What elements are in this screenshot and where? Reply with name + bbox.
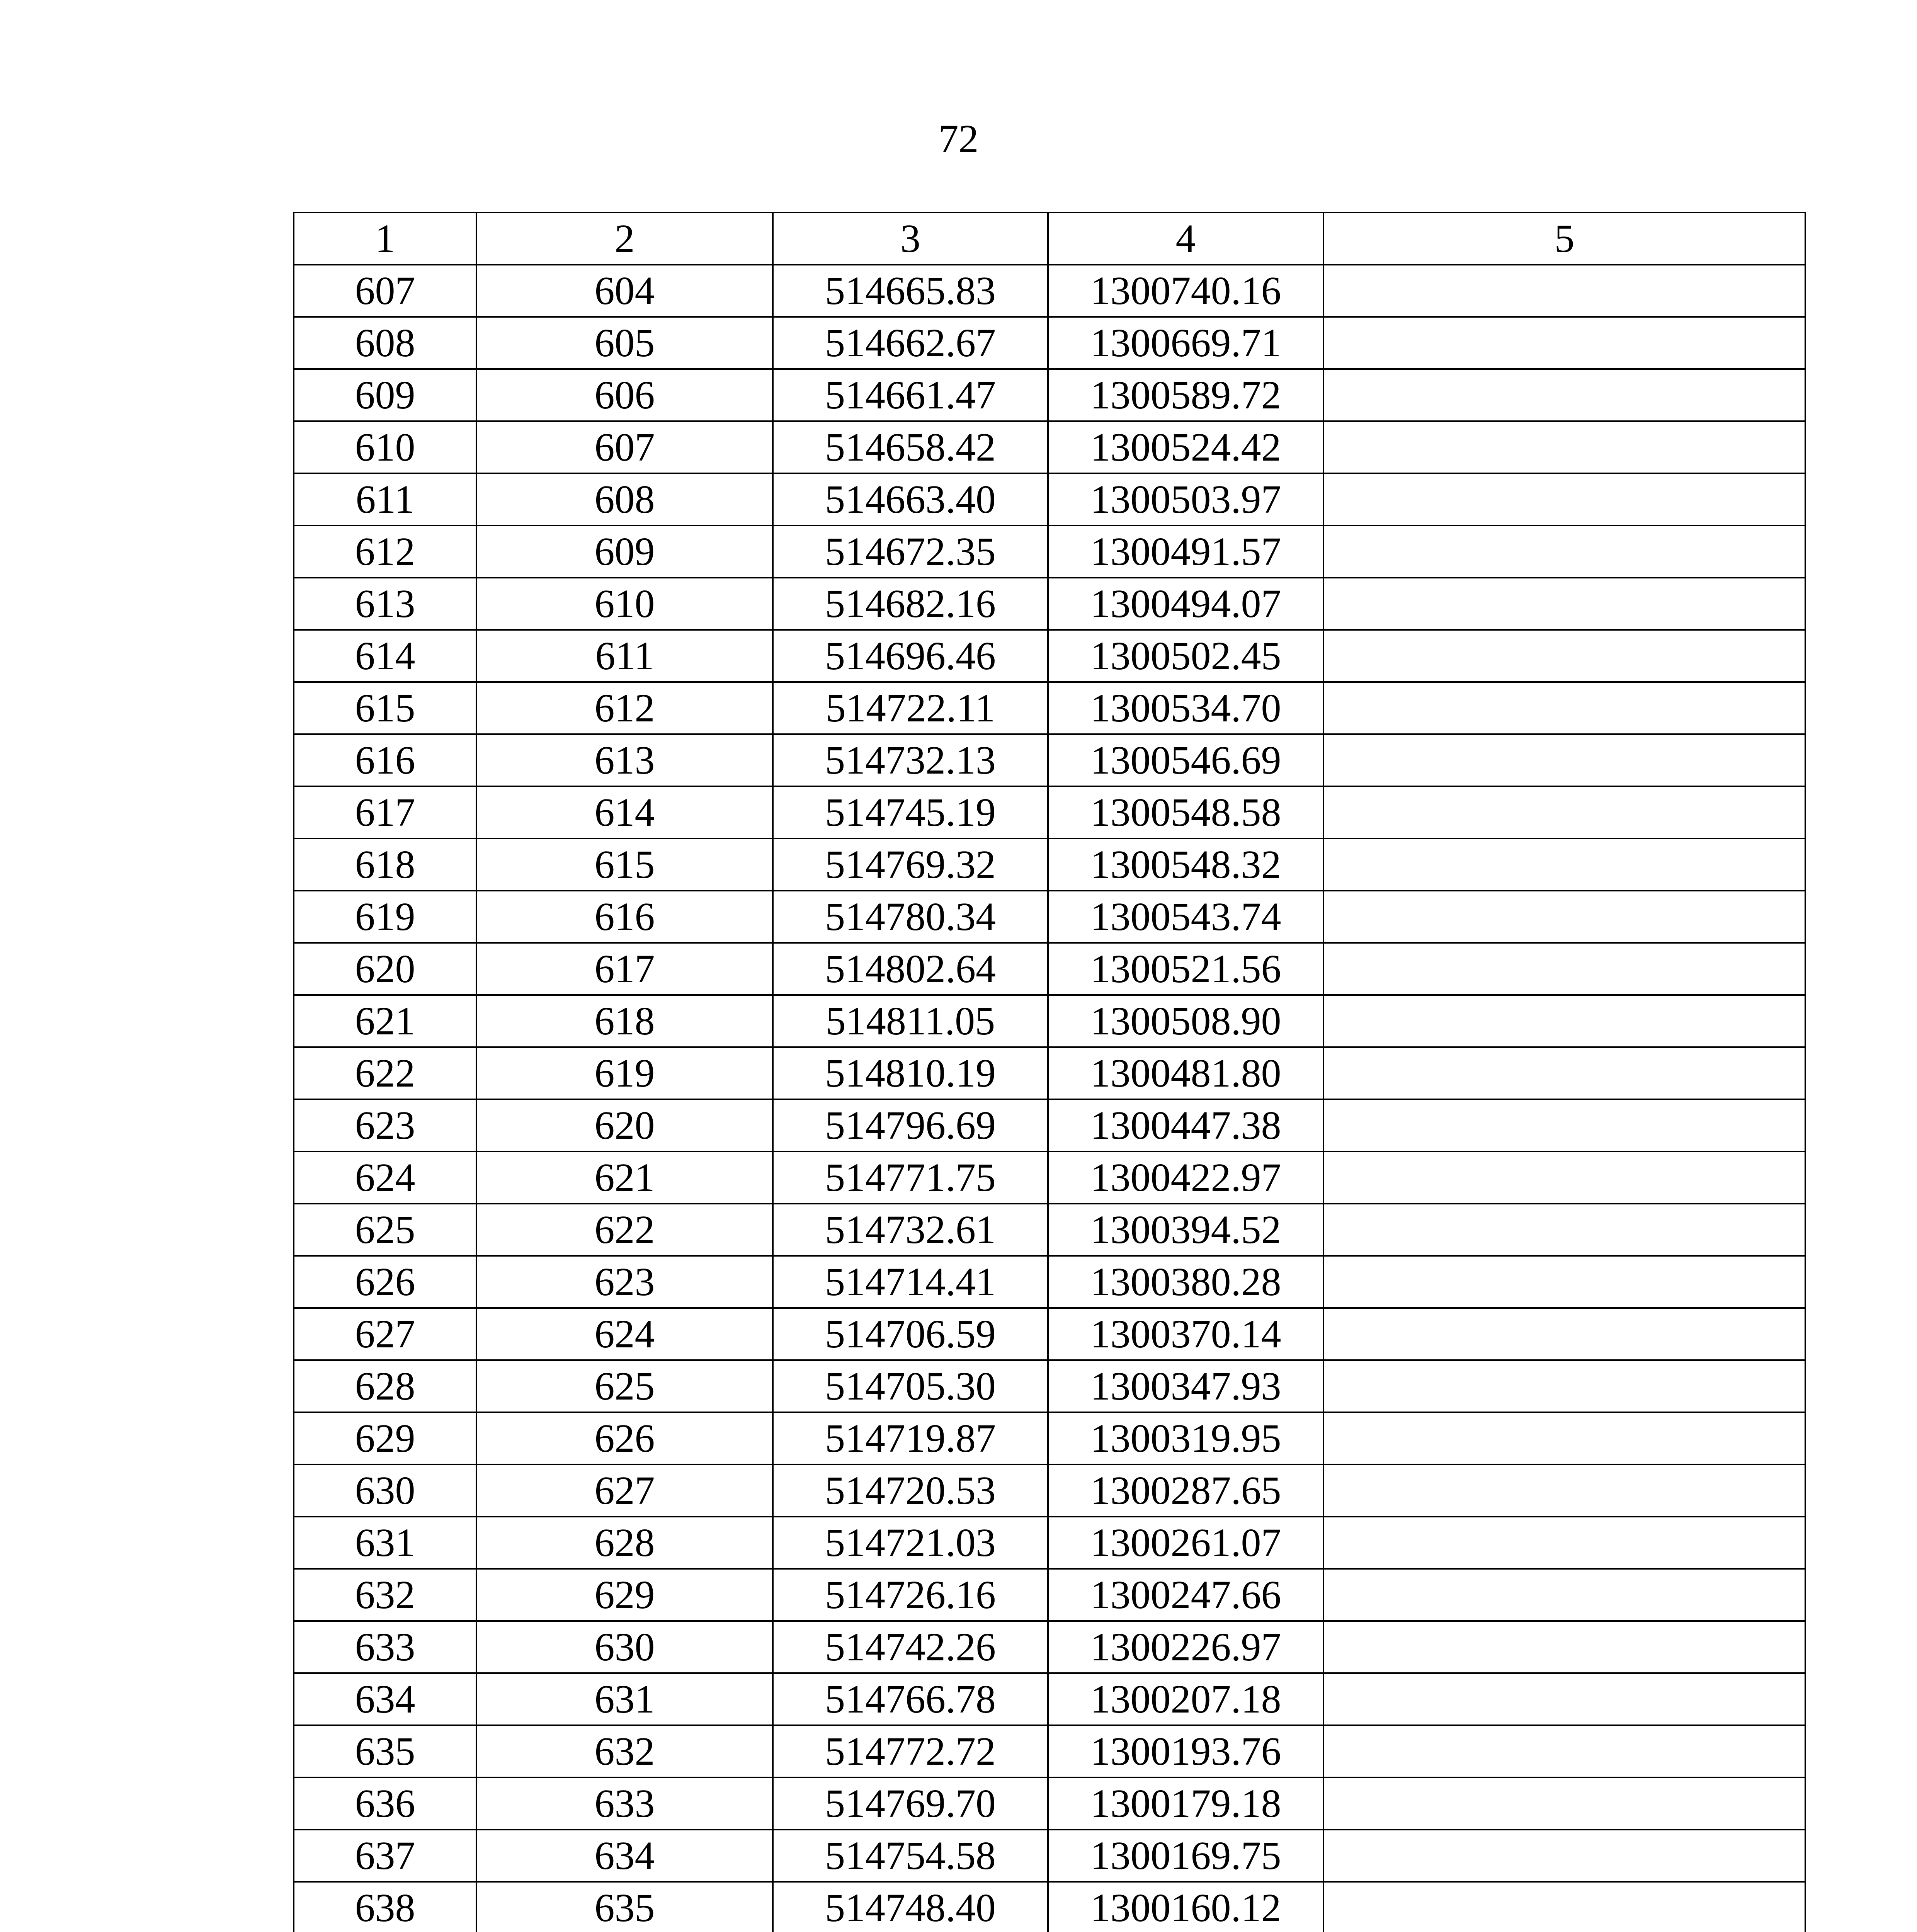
table-cell-coordinate-x: 514726.16 — [773, 1569, 1048, 1621]
table-cell-note — [1323, 682, 1805, 734]
table-cell-coordinate-x: 514769.32 — [773, 838, 1048, 891]
table-cell-coordinate-y: 1300319.95 — [1048, 1412, 1323, 1464]
column-header: 5 — [1323, 213, 1805, 265]
table-cell-boundary-point: 606 — [476, 369, 773, 421]
table-cell-coordinate-y: 1300160.12 — [1048, 1882, 1323, 1932]
table-cell-point-number: 638 — [294, 1882, 476, 1932]
table-cell-point-number: 632 — [294, 1569, 476, 1621]
table-cell-coordinate-x: 514661.47 — [773, 369, 1048, 421]
table-cell-boundary-point: 628 — [476, 1517, 773, 1569]
table-cell-coordinate-y: 1300422.97 — [1048, 1151, 1323, 1204]
table-cell-coordinate-y: 1300207.18 — [1048, 1673, 1323, 1725]
table-cell-boundary-point: 605 — [476, 317, 773, 369]
table-cell-point-number: 626 — [294, 1256, 476, 1308]
table-cell-boundary-point: 632 — [476, 1725, 773, 1777]
table-row — [294, 1621, 1805, 1673]
column-header: 1 — [294, 213, 476, 265]
table-cell-boundary-point: 611 — [476, 630, 773, 682]
table-cell-coordinate-y: 1300502.45 — [1048, 630, 1323, 682]
column-header: 3 — [773, 213, 1048, 265]
table-cell-point-number: 618 — [294, 838, 476, 891]
table-row — [294, 1673, 1805, 1725]
table-row — [294, 838, 1805, 891]
table-cell-coordinate-x: 514714.41 — [773, 1256, 1048, 1308]
table-cell-coordinate-x: 514745.19 — [773, 786, 1048, 838]
table-cell-point-number: 612 — [294, 526, 476, 578]
table-cell-boundary-point: 604 — [476, 265, 773, 317]
table-cell-note — [1323, 838, 1805, 891]
table-row — [294, 1099, 1805, 1151]
table-cell-coordinate-x: 514721.03 — [773, 1517, 1048, 1569]
table-row — [294, 1256, 1805, 1308]
column-header: 4 — [1048, 213, 1323, 265]
table-cell-note — [1323, 578, 1805, 630]
table-cell-coordinate-y: 1300370.14 — [1048, 1308, 1323, 1360]
table-cell-boundary-point: 631 — [476, 1673, 773, 1725]
table-cell-point-number: 622 — [294, 1047, 476, 1099]
coordinates-table — [293, 212, 1806, 1932]
table-cell-note — [1323, 1256, 1805, 1308]
table-cell-boundary-point: 626 — [476, 1412, 773, 1464]
table-cell-point-number: 633 — [294, 1621, 476, 1673]
table-cell-boundary-point: 607 — [476, 421, 773, 473]
table-cell-boundary-point: 623 — [476, 1256, 773, 1308]
column-header: 2 — [476, 213, 773, 265]
table-row — [294, 995, 1805, 1047]
table-cell-point-number: 637 — [294, 1830, 476, 1882]
table-row — [294, 682, 1805, 734]
table-row — [294, 630, 1805, 682]
table-cell-note — [1323, 526, 1805, 578]
table-cell-point-number: 616 — [294, 734, 476, 786]
table-row — [294, 1360, 1805, 1412]
table-cell-boundary-point: 627 — [476, 1464, 773, 1517]
table-cell-note — [1323, 265, 1805, 317]
table-cell-coordinate-y: 1300534.70 — [1048, 682, 1323, 734]
table-cell-coordinate-x: 514732.13 — [773, 734, 1048, 786]
table-cell-boundary-point: 610 — [476, 578, 773, 630]
table-cell-note — [1323, 1517, 1805, 1569]
table-cell-coordinate-y: 1300543.74 — [1048, 891, 1323, 943]
table-cell-note — [1323, 1569, 1805, 1621]
table-cell-note — [1323, 1047, 1805, 1099]
table-row — [294, 1464, 1805, 1517]
table-cell-note — [1323, 1725, 1805, 1777]
table-cell-boundary-point: 613 — [476, 734, 773, 786]
table-cell-point-number: 636 — [294, 1777, 476, 1830]
table-cell-coordinate-x: 514732.61 — [773, 1204, 1048, 1256]
table-cell-coordinate-x: 514665.83 — [773, 265, 1048, 317]
table-cell-point-number: 610 — [294, 421, 476, 473]
table-cell-note — [1323, 1412, 1805, 1464]
table-cell-boundary-point: 618 — [476, 995, 773, 1047]
table-cell-boundary-point: 616 — [476, 891, 773, 943]
table-cell-coordinate-y: 1300347.93 — [1048, 1360, 1323, 1412]
table-row — [294, 1882, 1805, 1932]
table-cell-note — [1323, 1308, 1805, 1360]
table-cell-note — [1323, 1621, 1805, 1673]
table-cell-coordinate-y: 1300589.72 — [1048, 369, 1323, 421]
table-cell-point-number: 635 — [294, 1725, 476, 1777]
table-cell-boundary-point: 608 — [476, 473, 773, 526]
table-cell-point-number: 607 — [294, 265, 476, 317]
table-cell-note — [1323, 786, 1805, 838]
table-row — [294, 891, 1805, 943]
table-cell-coordinate-x: 514663.40 — [773, 473, 1048, 526]
table-row — [294, 786, 1805, 838]
table-cell-coordinate-y: 1300524.42 — [1048, 421, 1323, 473]
table-cell-coordinate-y: 1300548.58 — [1048, 786, 1323, 838]
table-cell-note — [1323, 891, 1805, 943]
table-cell-coordinate-x: 514658.42 — [773, 421, 1048, 473]
table-cell-coordinate-x: 514719.87 — [773, 1412, 1048, 1464]
table-body — [294, 213, 1805, 1932]
table-cell-coordinate-y: 1300546.69 — [1048, 734, 1323, 786]
table-cell-coordinate-y: 1300447.38 — [1048, 1099, 1323, 1151]
table-cell-coordinate-x: 514720.53 — [773, 1464, 1048, 1517]
table-row — [294, 421, 1805, 473]
table-cell-coordinate-x: 514706.59 — [773, 1308, 1048, 1360]
table-cell-point-number: 629 — [294, 1412, 476, 1464]
table-row — [294, 578, 1805, 630]
table-cell-note — [1323, 421, 1805, 473]
table-cell-note — [1323, 630, 1805, 682]
table-cell-point-number: 617 — [294, 786, 476, 838]
table-cell-point-number: 619 — [294, 891, 476, 943]
table-cell-coordinate-y: 1300226.97 — [1048, 1621, 1323, 1673]
table-cell-note — [1323, 1830, 1805, 1882]
table-cell-point-number: 625 — [294, 1204, 476, 1256]
table-cell-note — [1323, 1151, 1805, 1204]
table-cell-boundary-point: 635 — [476, 1882, 773, 1932]
table-cell-boundary-point: 622 — [476, 1204, 773, 1256]
table-cell-coordinate-y: 1300740.16 — [1048, 265, 1323, 317]
table-row — [294, 1412, 1805, 1464]
table-cell-coordinate-x: 514662.67 — [773, 317, 1048, 369]
table-cell-coordinate-y: 1300261.07 — [1048, 1517, 1323, 1569]
table-row — [294, 265, 1805, 317]
table-cell-boundary-point: 609 — [476, 526, 773, 578]
table-cell-point-number: 631 — [294, 1517, 476, 1569]
table-cell-point-number: 614 — [294, 630, 476, 682]
table-cell-point-number: 624 — [294, 1151, 476, 1204]
table-cell-note — [1323, 473, 1805, 526]
table-row — [294, 1725, 1805, 1777]
table-cell-point-number: 611 — [294, 473, 476, 526]
table-cell-note — [1323, 943, 1805, 995]
table-cell-coordinate-y: 1300669.71 — [1048, 317, 1323, 369]
table-cell-coordinate-x: 514748.40 — [773, 1882, 1048, 1932]
table-cell-point-number: 628 — [294, 1360, 476, 1412]
table-cell-coordinate-y: 1300247.66 — [1048, 1569, 1323, 1621]
table-cell-point-number: 623 — [294, 1099, 476, 1151]
table-cell-coordinate-y: 1300508.90 — [1048, 995, 1323, 1047]
table-cell-point-number: 609 — [294, 369, 476, 421]
table-row — [294, 317, 1805, 369]
table-cell-coordinate-x: 514771.75 — [773, 1151, 1048, 1204]
table-cell-note — [1323, 1464, 1805, 1517]
table-cell-coordinate-x: 514802.64 — [773, 943, 1048, 995]
table-cell-point-number: 620 — [294, 943, 476, 995]
table-cell-note — [1323, 995, 1805, 1047]
table-cell-coordinate-x: 514766.78 — [773, 1673, 1048, 1725]
table-cell-boundary-point: 620 — [476, 1099, 773, 1151]
table-cell-point-number: 615 — [294, 682, 476, 734]
table-cell-coordinate-x: 514682.16 — [773, 578, 1048, 630]
table-cell-coordinate-x: 514811.05 — [773, 995, 1048, 1047]
table-cell-note — [1323, 1673, 1805, 1725]
table-cell-point-number: 627 — [294, 1308, 476, 1360]
table-cell-boundary-point: 619 — [476, 1047, 773, 1099]
table-cell-coordinate-x: 514769.70 — [773, 1777, 1048, 1830]
table-cell-point-number: 621 — [294, 995, 476, 1047]
table-cell-coordinate-x: 514722.11 — [773, 682, 1048, 734]
table-cell-coordinate-y: 1300169.75 — [1048, 1830, 1323, 1882]
table-cell-coordinate-y: 1300494.07 — [1048, 578, 1323, 630]
table-cell-point-number: 630 — [294, 1464, 476, 1517]
table-cell-note — [1323, 1777, 1805, 1830]
table-cell-boundary-point: 614 — [476, 786, 773, 838]
table-cell-coordinate-x: 514772.72 — [773, 1725, 1048, 1777]
table-cell-coordinate-y: 1300193.76 — [1048, 1725, 1323, 1777]
table-row — [294, 473, 1805, 526]
table-cell-note — [1323, 734, 1805, 786]
table-cell-coordinate-y: 1300287.65 — [1048, 1464, 1323, 1517]
table-cell-coordinate-x: 514810.19 — [773, 1047, 1048, 1099]
table-cell-note — [1323, 1204, 1805, 1256]
table-row — [294, 1151, 1805, 1204]
table-cell-boundary-point: 634 — [476, 1830, 773, 1882]
table-cell-note — [1323, 1882, 1805, 1932]
table-cell-note — [1323, 1360, 1805, 1412]
table-cell-coordinate-x: 514742.26 — [773, 1621, 1048, 1673]
table-cell-coordinate-x: 514696.46 — [773, 630, 1048, 682]
table-row — [294, 1047, 1805, 1099]
table-cell-coordinate-x: 514754.58 — [773, 1830, 1048, 1882]
table-cell-note — [1323, 369, 1805, 421]
table-cell-coordinate-x: 514672.35 — [773, 526, 1048, 578]
table-cell-coordinate-y: 1300548.32 — [1048, 838, 1323, 891]
table-cell-boundary-point: 630 — [476, 1621, 773, 1673]
table-cell-point-number: 608 — [294, 317, 476, 369]
table-cell-coordinate-y: 1300503.97 — [1048, 473, 1323, 526]
table-cell-boundary-point: 625 — [476, 1360, 773, 1412]
table-row — [294, 1830, 1805, 1882]
table-cell-coordinate-y: 1300179.18 — [1048, 1777, 1323, 1830]
table-cell-coordinate-x: 514796.69 — [773, 1099, 1048, 1151]
table-cell-point-number: 613 — [294, 578, 476, 630]
table-row — [294, 1777, 1805, 1830]
table-cell-boundary-point: 629 — [476, 1569, 773, 1621]
table-row — [294, 369, 1805, 421]
table-row — [294, 526, 1805, 578]
table-cell-point-number: 634 — [294, 1673, 476, 1725]
table-cell-coordinate-y: 1300394.52 — [1048, 1204, 1323, 1256]
page-number: 72 — [938, 117, 979, 161]
table-cell-coordinate-y: 1300491.57 — [1048, 526, 1323, 578]
table-cell-coordinate-x: 514705.30 — [773, 1360, 1048, 1412]
table-row — [294, 1569, 1805, 1621]
table-row — [294, 1517, 1805, 1569]
table-row — [294, 1308, 1805, 1360]
table-cell-coordinate-y: 1300481.80 — [1048, 1047, 1323, 1099]
table-cell-coordinate-x: 514780.34 — [773, 891, 1048, 943]
table-row — [294, 1204, 1805, 1256]
table-row — [294, 943, 1805, 995]
table-cell-boundary-point: 615 — [476, 838, 773, 891]
table-cell-boundary-point: 621 — [476, 1151, 773, 1204]
table-cell-boundary-point: 617 — [476, 943, 773, 995]
table-cell-boundary-point: 633 — [476, 1777, 773, 1830]
table-cell-note — [1323, 317, 1805, 369]
table-header-row — [294, 213, 1805, 265]
table-cell-coordinate-y: 1300380.28 — [1048, 1256, 1323, 1308]
table-cell-boundary-point: 612 — [476, 682, 773, 734]
table-row — [294, 734, 1805, 786]
table-cell-note — [1323, 1099, 1805, 1151]
table-cell-boundary-point: 624 — [476, 1308, 773, 1360]
table-cell-coordinate-y: 1300521.56 — [1048, 943, 1323, 995]
